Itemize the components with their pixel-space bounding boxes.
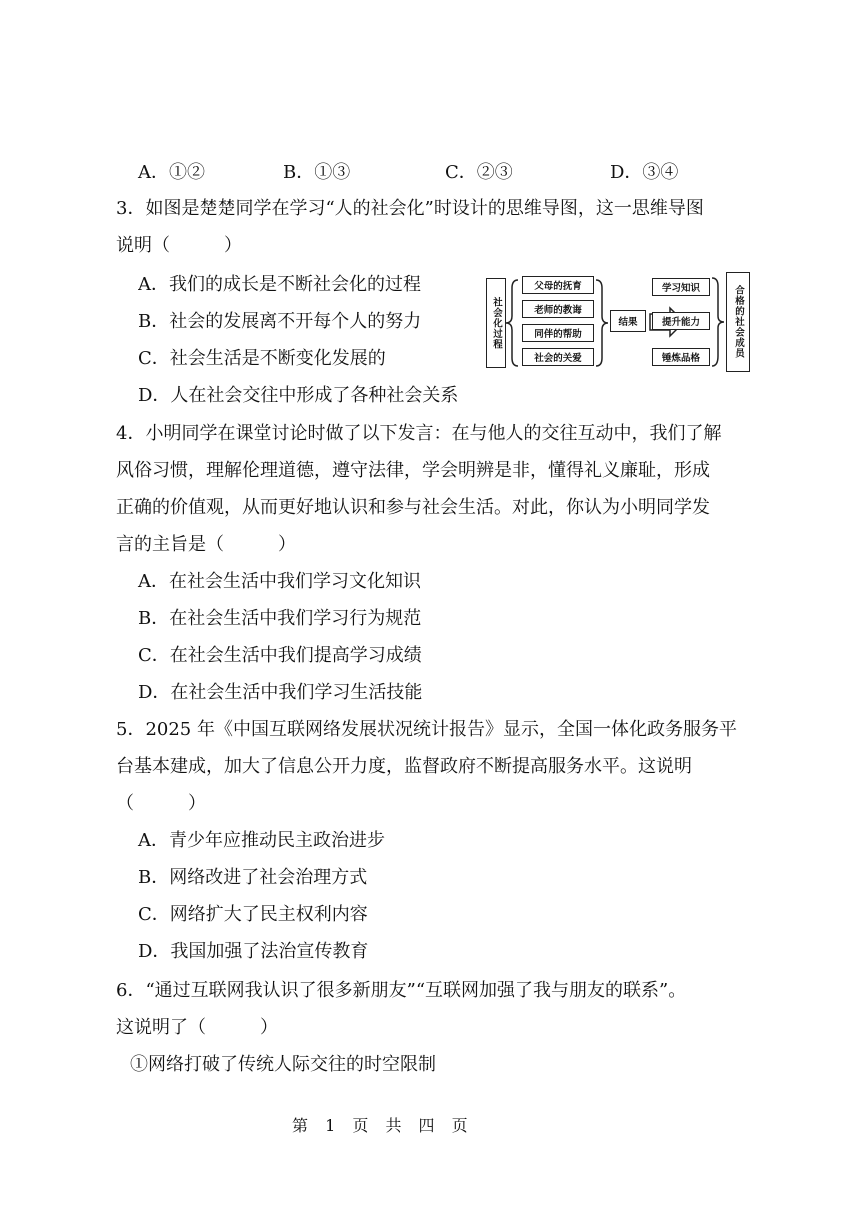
output-box-3: 锤炼品格 bbox=[652, 348, 710, 366]
q4-option-d[interactable]: D．在社会生活中我们学习生活技能 bbox=[138, 682, 423, 703]
output-box-2: 提升能力 bbox=[652, 312, 710, 330]
input-box-2: 老师的教诲 bbox=[522, 300, 594, 318]
q3-option-a[interactable]: A．我们的成长是不断社会化的过程 bbox=[138, 274, 421, 295]
socialization-mind-map bbox=[484, 270, 756, 376]
q4-stem-line3: 正确的价值观，从而更好地认识和参与社会生活。对此，你认为小明同学发 bbox=[116, 497, 710, 518]
output-box-1: 学习知识 bbox=[652, 278, 710, 296]
q5-stem-line2: 台基本建成，加大了信息公开力度，监督政府不断提高服务水平。这说明 bbox=[116, 756, 692, 777]
q3-option-d[interactable]: D．人在社会交往中形成了各种社会关系 bbox=[138, 385, 459, 406]
q4-option-c[interactable]: C．在社会生活中我们提高学习成绩 bbox=[138, 645, 422, 666]
q4-stem-line2: 风俗习惯，理解伦理道德，遵守法律，学会明辨是非，懂得礼义廉耻，形成 bbox=[116, 460, 710, 481]
q2-option-d[interactable]: D．③④ bbox=[610, 162, 679, 183]
q2-option-a[interactable]: A．①② bbox=[138, 162, 205, 183]
result-box: 结果 bbox=[610, 310, 646, 332]
left-label-box: 社会化过程 bbox=[486, 278, 506, 368]
q4-option-a[interactable]: A．在社会生活中我们学习文化知识 bbox=[138, 571, 421, 592]
q5-stem-line1: 5．2025 年《中国互联网络发展状况统计报告》显示，全国一体化政务服务平 bbox=[116, 719, 737, 740]
q2-option-b[interactable]: B．①③ bbox=[283, 162, 351, 183]
input-box-4: 社会的关爱 bbox=[522, 348, 594, 366]
q3-option-c[interactable]: C．社会生活是不断变化发展的 bbox=[138, 348, 386, 369]
q5-option-b[interactable]: B．网络改进了社会治理方式 bbox=[138, 867, 368, 888]
q6-stem-line2: 这说明了（ ） bbox=[116, 1017, 278, 1038]
q3-option-b[interactable]: B．社会的发展离不开每个人的努力 bbox=[138, 311, 422, 332]
q6-stem-line1: 6．“通过互联网我认识了很多新朋友”“互联网加强了我与朋友的联系”。 bbox=[116, 980, 687, 1001]
q4-option-b[interactable]: B．在社会生活中我们学习行为规范 bbox=[138, 608, 422, 629]
q5-option-a[interactable]: A．青少年应推动民主政治进步 bbox=[138, 830, 385, 851]
q5-option-d[interactable]: D．我国加强了法治宣传教育 bbox=[138, 941, 369, 962]
q5-stem-line3: （ ） bbox=[116, 793, 206, 814]
input-box-1: 父母的抚育 bbox=[522, 276, 594, 294]
q5-option-c[interactable]: C．网络扩大了民主权利内容 bbox=[138, 904, 368, 925]
q3-stem-line2: 说明（ ） bbox=[116, 235, 242, 256]
q4-stem-line1: 4．小明同学在课堂讨论时做了以下发言：在与他人的交往互动中，我们了解 bbox=[116, 423, 722, 444]
q3-stem-line1: 3．如图是楚楚同学在学习“人的社会化”时设计的思维导图，这一思维导图 bbox=[116, 198, 704, 219]
right-label-box: 合格的社会成员 bbox=[726, 272, 750, 372]
input-box-3: 同伴的帮助 bbox=[522, 324, 594, 342]
q4-stem-line4: 言的主旨是（ ） bbox=[116, 534, 296, 555]
q2-option-c[interactable]: C．②③ bbox=[445, 162, 513, 183]
q6-item-1: ①网络打破了传统人际交往的时空限制 bbox=[130, 1054, 436, 1075]
page-footer: 第 1 页 共 四 页 bbox=[292, 1116, 474, 1135]
